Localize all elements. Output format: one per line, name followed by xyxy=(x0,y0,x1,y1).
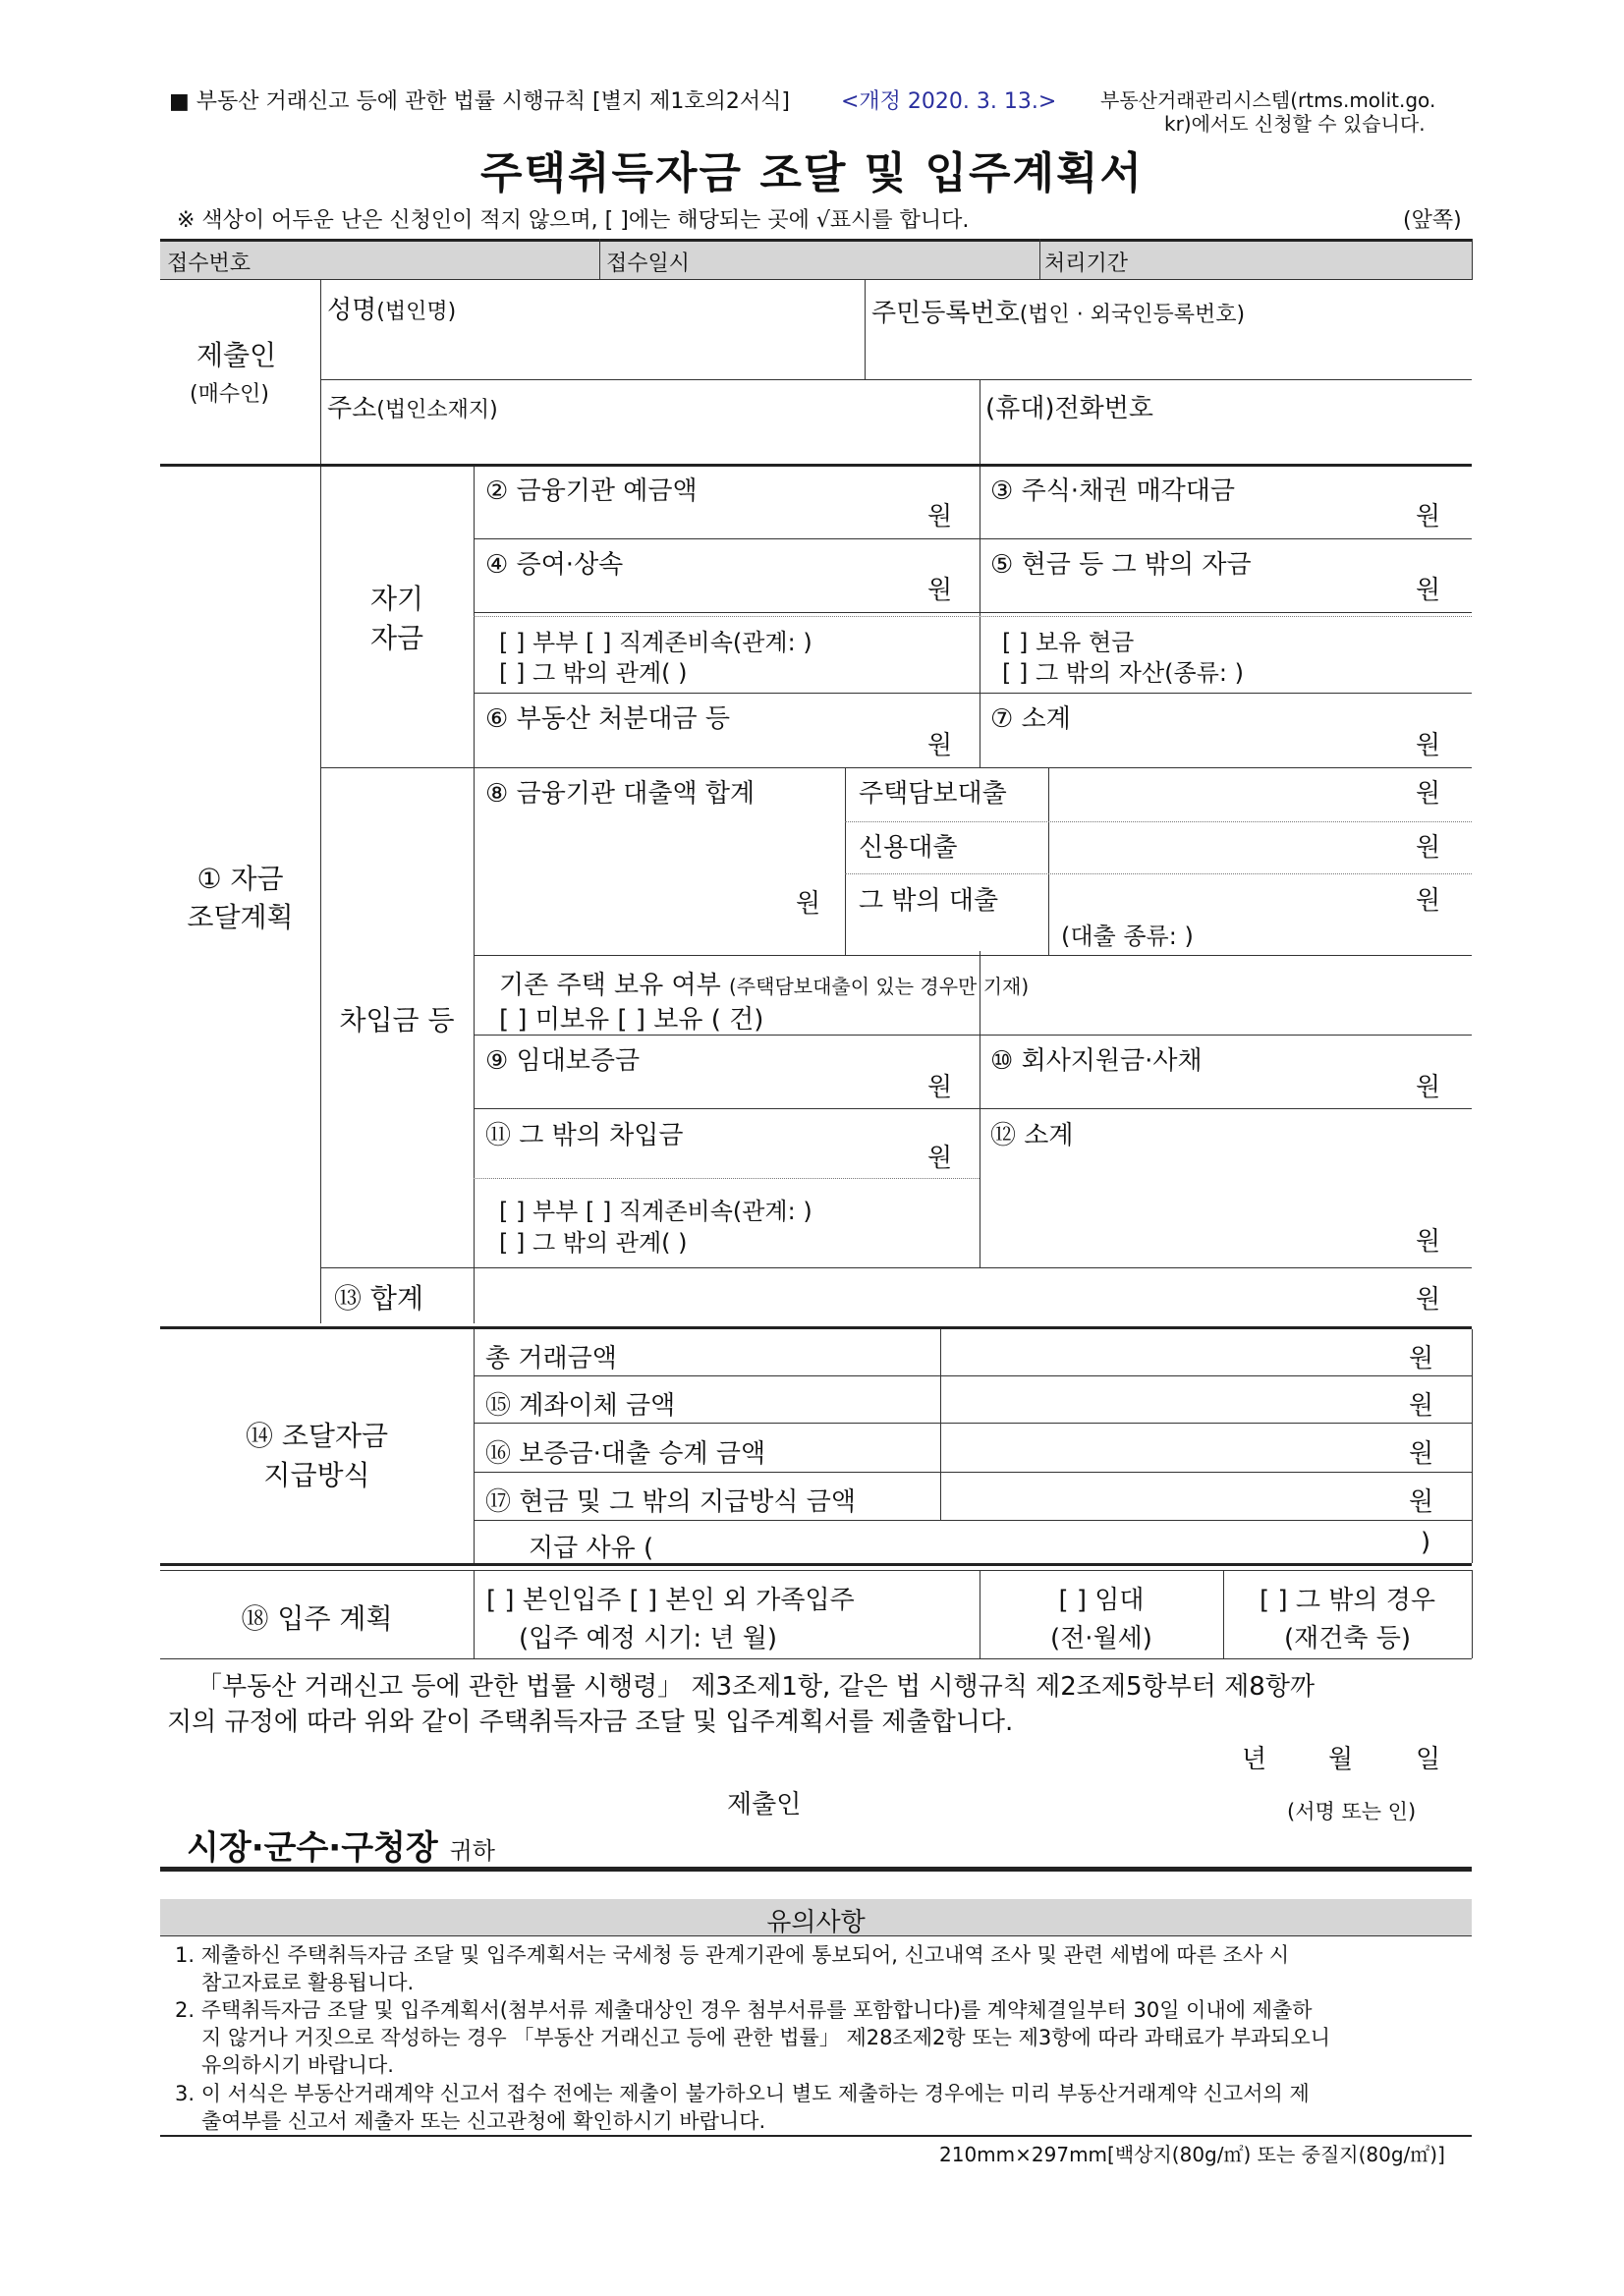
cash-type-line1[interactable]: [ ] 보유 현금 xyxy=(1002,629,1135,656)
loan-total-won[interactable]: 원 xyxy=(796,889,821,919)
payment-reason-field[interactable]: 지급 사유 ( xyxy=(529,1534,654,1563)
gift-relation-line2[interactable]: [ ] 그 밖의 관계( ) xyxy=(499,659,688,687)
payment-label-2: 지급방식 xyxy=(263,1459,370,1491)
address-field[interactable]: 주소(법인소재지) xyxy=(327,394,498,423)
id-number-field[interactable]: 주민등록번호(법인 · 외국인등록번호) xyxy=(871,299,1246,328)
note-1-line2: 참고자료로 활용됩니다. xyxy=(201,1971,415,1994)
own-subtotal-label: ⑦ 소계 xyxy=(990,704,1071,734)
total-won[interactable]: 원 xyxy=(1416,1285,1441,1315)
note-3-line1: 3. 이 서식은 부동산거래계약 신고서 접수 전에는 제출이 불가하오니 별도 제출하는 경우에는 미리 부동산거래계약 신고서의 제 xyxy=(175,2082,1310,2105)
lease-deposit-label: ⑨ 임대보증금 xyxy=(485,1046,641,1076)
reception-date: 접수일시 xyxy=(606,252,691,276)
date-day[interactable]: 일 xyxy=(1416,1745,1441,1774)
addressee: 시장·군수·구청장 귀하 xyxy=(187,1828,495,1868)
move-in-lease-option[interactable]: [ ] 임대 xyxy=(1058,1586,1145,1615)
cash-type-line2[interactable]: [ ] 그 밖의 자산(종류: ) xyxy=(1002,659,1244,687)
instruction-note: ※ 색상이 어두운 난은 신청인이 적지 않으며, [ ]에는 해당되는 곳에 √표시를 합니다. xyxy=(177,208,970,233)
other-borrow-label: ⑪ 그 밖의 차입금 xyxy=(485,1121,684,1150)
transfer-won[interactable]: 원 xyxy=(1409,1391,1434,1421)
online-note-line1: 부동산거래관리시스템(rtms.molit.go. xyxy=(1100,88,1436,112)
borrowed-funds-label: 차입금 등 xyxy=(339,1004,455,1036)
move-in-schedule[interactable]: (입주 예정 시기: 년 월) xyxy=(519,1624,778,1653)
phone-field[interactable]: (휴대)전화번호 xyxy=(985,394,1153,423)
company-support-won[interactable]: 원 xyxy=(1416,1073,1441,1102)
note-2-line1: 2. 주택취득자금 조달 및 입주계획서(첨부서류 제출대상인 경우 첨부서류를 포함합니다)를 계약체결일부터 30일 이내에 제출하 xyxy=(175,1998,1313,2022)
statement-line1: 「부동산 거래신고 등에 관한 법률 시행령」 제3조제1항, 같은 법 시행규칙 제2조제5항부터 제8항까 xyxy=(196,1672,1316,1702)
deposit-label: ② 금융기관 예금액 xyxy=(485,476,698,506)
housing-ownership-label: 기존 주택 보유 여부 (주택담보대출이 있는 경우만 기재) xyxy=(499,971,1030,1000)
date-year[interactable]: 년 xyxy=(1242,1745,1267,1774)
revision-date: <개정 2020. 3. 13.> xyxy=(841,89,1057,114)
mortgage-won[interactable]: 원 xyxy=(1416,779,1441,809)
total-label: ⑬ 합계 xyxy=(334,1282,423,1315)
company-support-label: ⑩ 회사지원금·사채 xyxy=(990,1046,1203,1076)
own-subtotal-won[interactable]: 원 xyxy=(1416,731,1441,760)
note-2-line3: 유의하시기 바랍니다. xyxy=(201,2053,394,2077)
move-in-other-example: (재건축 등) xyxy=(1283,1624,1412,1653)
name-field[interactable]: 성명(법인명) xyxy=(327,296,457,325)
own-funds-label-1: 자기 xyxy=(369,583,424,615)
cash-won[interactable]: 원 xyxy=(1416,576,1441,605)
form-title: 주택취득자금 조달 및 입주계획서 xyxy=(479,148,1144,198)
paper-spec: 210mm×297mm[백상지(80g/㎡) 또는 중질지(80g/㎡)] xyxy=(939,2143,1445,2166)
payment-label-1: ⑭ 조달자금 xyxy=(245,1420,389,1452)
gift-relation-line1[interactable]: [ ] 부부 [ ] 직계존비속(관계: ) xyxy=(499,629,812,656)
loan-type-field[interactable]: (대출 종류: ) xyxy=(1061,923,1194,950)
total-amount-won[interactable]: 원 xyxy=(1409,1344,1434,1373)
borrow-relation-line1[interactable]: [ ] 부부 [ ] 직계존비속(관계: ) xyxy=(499,1198,812,1225)
page-side: (앞쪽) xyxy=(1403,208,1462,233)
lease-deposit-won[interactable]: 원 xyxy=(927,1073,953,1102)
processing-period: 처리기간 xyxy=(1044,252,1129,276)
law-reference: ■ 부동산 거래신고 등에 관한 법률 시행규칙 [별지 제1호의2서식] xyxy=(169,89,790,114)
statement-line2: 지의 규정에 따라 위와 같이 주택취득자금 조달 및 입주계획서를 제출합니다. xyxy=(167,1708,1014,1737)
own-funds-label-2: 자금 xyxy=(369,622,424,654)
borrow-subtotal-won[interactable]: 원 xyxy=(1416,1227,1441,1257)
funding-plan-label-2: 조달계획 xyxy=(187,901,294,933)
move-in-lease-type: (전·월세) xyxy=(1050,1624,1152,1653)
date-month[interactable]: 월 xyxy=(1328,1745,1354,1774)
assume-won[interactable]: 원 xyxy=(1409,1439,1434,1469)
credit-loan-label: 신용대출 xyxy=(859,833,958,863)
total-amount-label: 총 거래금액 xyxy=(485,1344,617,1373)
cash-payment-won[interactable]: 원 xyxy=(1409,1487,1434,1517)
transfer-label: ⑮ 계좌이체 금액 xyxy=(485,1391,676,1421)
payment-reason-close: ) xyxy=(1421,1528,1431,1557)
gift-won[interactable]: 원 xyxy=(927,576,953,605)
submitter-sublabel: (매수인) xyxy=(190,382,269,407)
housing-ownership-options[interactable]: [ ] 미보유 [ ] 보유 ( 건) xyxy=(499,1005,764,1035)
mortgage-label: 주택담보대출 xyxy=(859,779,1007,809)
other-borrow-won[interactable]: 원 xyxy=(927,1144,953,1173)
reception-number: 접수번호 xyxy=(167,252,252,276)
realestate-label: ⑥ 부동산 처분대금 등 xyxy=(485,704,731,734)
online-note-line2: kr)에서도 신청할 수 있습니다. xyxy=(1164,112,1426,136)
signer-label: 제출인 xyxy=(727,1790,802,1820)
notes-title: 유의사항 xyxy=(766,1908,866,1937)
realestate-won[interactable]: 원 xyxy=(927,731,953,760)
borrow-relation-line2[interactable]: [ ] 그 밖의 관계( ) xyxy=(499,1229,688,1257)
stock-label: ③ 주식·채권 매각대금 xyxy=(990,476,1236,506)
loan-total-label: ⑧ 금융기관 대출액 합계 xyxy=(485,779,756,809)
note-1-line1: 1. 제출하신 주택취득자금 조달 및 입주계획서는 국세청 등 관계기관에 통보되어, 신고내역 조사 및 관련 세법에 따른 조사 시 xyxy=(175,1943,1290,1967)
borrow-subtotal-label: ⑫ 소계 xyxy=(990,1121,1074,1150)
move-in-other-option[interactable]: [ ] 그 밖의 경우 xyxy=(1260,1586,1435,1615)
note-3-line2: 출여부를 신고서 제출자 또는 신고관청에 확인하시기 바랍니다. xyxy=(201,2109,766,2133)
move-in-label: ⑱ 입주 계획 xyxy=(241,1602,393,1635)
credit-loan-won[interactable]: 원 xyxy=(1416,833,1441,863)
reception-bar xyxy=(160,239,1472,280)
note-2-line2: 지 않거나 거짓으로 작성하는 경우 「부동산 거래신고 등에 관한 법률」 제28조제2항 또는 제3항에 따라 과태료가 부과되오니 xyxy=(201,2026,1331,2049)
cash-payment-label: ⑰ 현금 및 그 밖의 지급방식 금액 xyxy=(485,1487,856,1517)
move-in-self-options[interactable]: [ ] 본인입주 [ ] 본인 외 가족입주 xyxy=(486,1586,855,1615)
submitter-label: 제출인 xyxy=(196,339,277,371)
stock-won[interactable]: 원 xyxy=(1416,502,1441,532)
deposit-won[interactable]: 원 xyxy=(927,502,953,532)
signature-field[interactable]: (서명 또는 인) xyxy=(1287,1800,1417,1823)
funding-plan-label-1: ① 자금 xyxy=(196,863,284,895)
assume-label: ⑯ 보증금·대출 승계 금액 xyxy=(485,1439,766,1469)
gift-label: ④ 증여·상속 xyxy=(485,550,624,580)
other-loan-won[interactable]: 원 xyxy=(1416,886,1441,916)
other-loan-label: 그 밖의 대출 xyxy=(859,886,999,916)
cash-label: ⑤ 현금 등 그 밖의 자금 xyxy=(990,550,1252,580)
